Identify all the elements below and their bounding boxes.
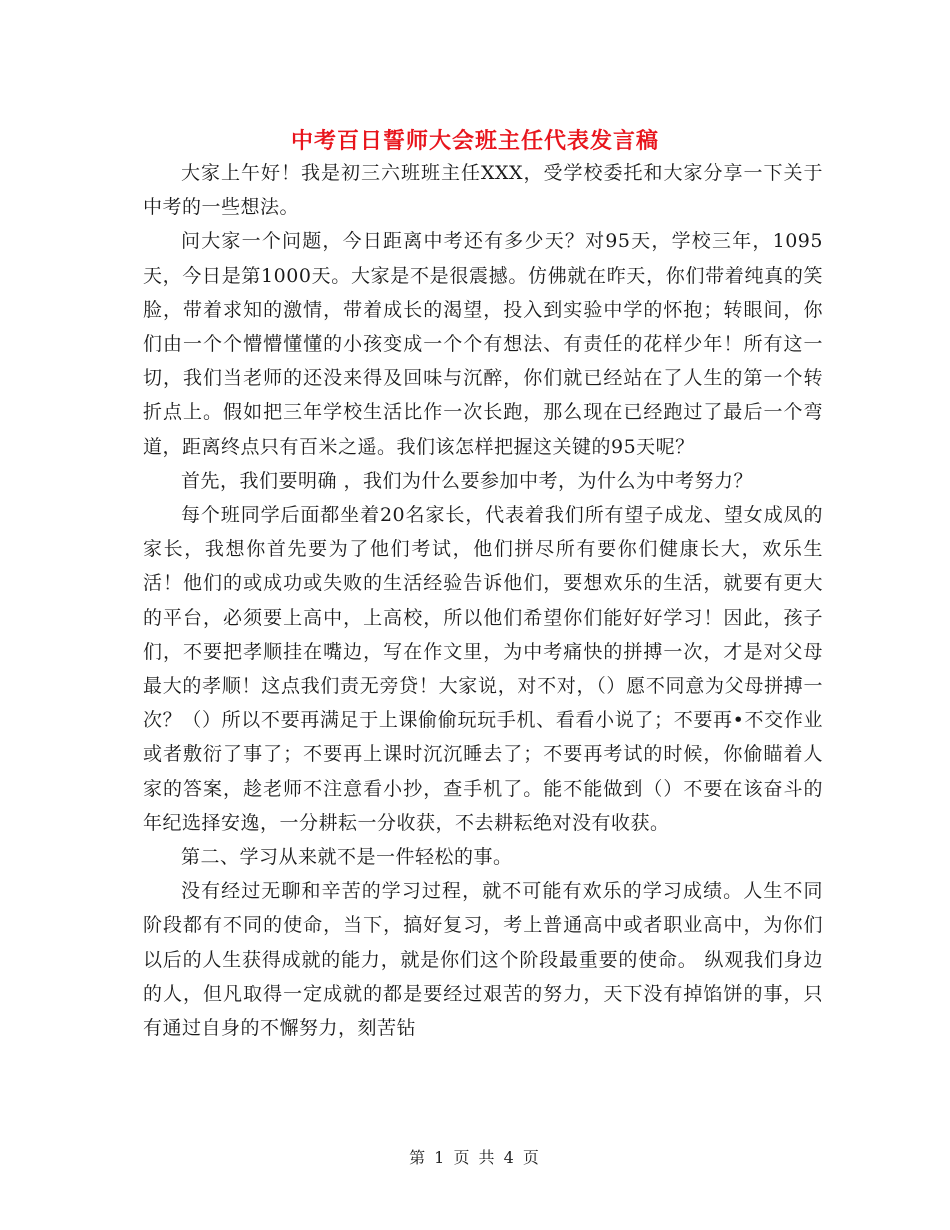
document-body: [143, 156, 823, 1045]
paragraph-countdown: 问大家一个问题，今日距离中考还有多少天？对95天，学校三年，1095天，今日是第1000天。大家是不是很震撼。仿佛就在昨天，你们带着纯真的笑脸，带着求知的激情，带着成长的渴望，投入到实验中学的怀抱；转眼间，你们由一个个懵懵懂懂的小孩变成一个个有想法、有责任的花样少年！所有这一切，我们当老师的还没来得及回味与沉醉，你们就已经站在了人生的第一个转折点上。假如把三年学校生活比作一次长跑，那么现在已经跑过了最后一个弯道，距离终点只有百米之遥。我们该怎样把握这关键的95天呢？: [143, 230, 823, 458]
paragraph-second-point: 第二、学习从来就不是一件轻松的事。: [181, 846, 513, 869]
paragraph-hard-work: 没有经过无聊和辛苦的学习过程，就不可能有欢乐的学习成绩。人生不同阶段都有不同的使命，当下，搞好复习，考上普通高中或者职业高中，为你们以后的人生获得成就的能力，就是你们这个阶段最重要的使命。 纵观我们身边的人，但凡取得一定成就的都是要经过艰苦的努力，天下没有掉馅饼的事，只有通过自身的不懈努力，刻苦钻: [143, 880, 823, 1040]
page-number-footer: 第 1 页 共 4 页: [409, 1148, 541, 1167]
paragraph-greeting: 大家上午好！我是初三六班班主任XXX，受学校委托和大家分享一下关于中考的一些想法。: [143, 162, 823, 219]
page-title: 中考百日誓师大会班主任代表发言稿: [290, 127, 659, 154]
paragraph-parents: 每个班同学后面都坐着20名家长，代表着我们所有望子成龙、望女成凤的家长，我想你首先要为了他们考试，他们拼尽所有要你们健康长大，欢乐生活！他们的或成功或失败的生活经验告诉他们，要想欢乐的生活，就要有更大的平台，必须要上高中，上高校，所以他们希望你们能好好学习！因此，孩子们，不要把孝顺挂在嘴边，写在作文里，为中考痛快的拼搏一次，才是对父母最大的孝顺！这点我们责无旁贷！大家说，对不对，（）愿不同意为父母拼搏一次？（）所以不要再满足于上课偷偷玩玩手机、看看小说了；不要再•不交作业或者敷衍了事了；不要再上课时沉沉睡去了；不要再考试的时候，你偷瞄着人家的答案，趁老师不注意看小抄，查手机了。能不能做到（）不要在该奋斗的年纪选择安逸，一分耕耘一分收获，不去耕耘绝对没有收获。: [143, 504, 823, 834]
paragraph-first-point: 首先，我们要明确 ，我们为什么要参加中考，为什么为中考努力？: [181, 469, 754, 492]
